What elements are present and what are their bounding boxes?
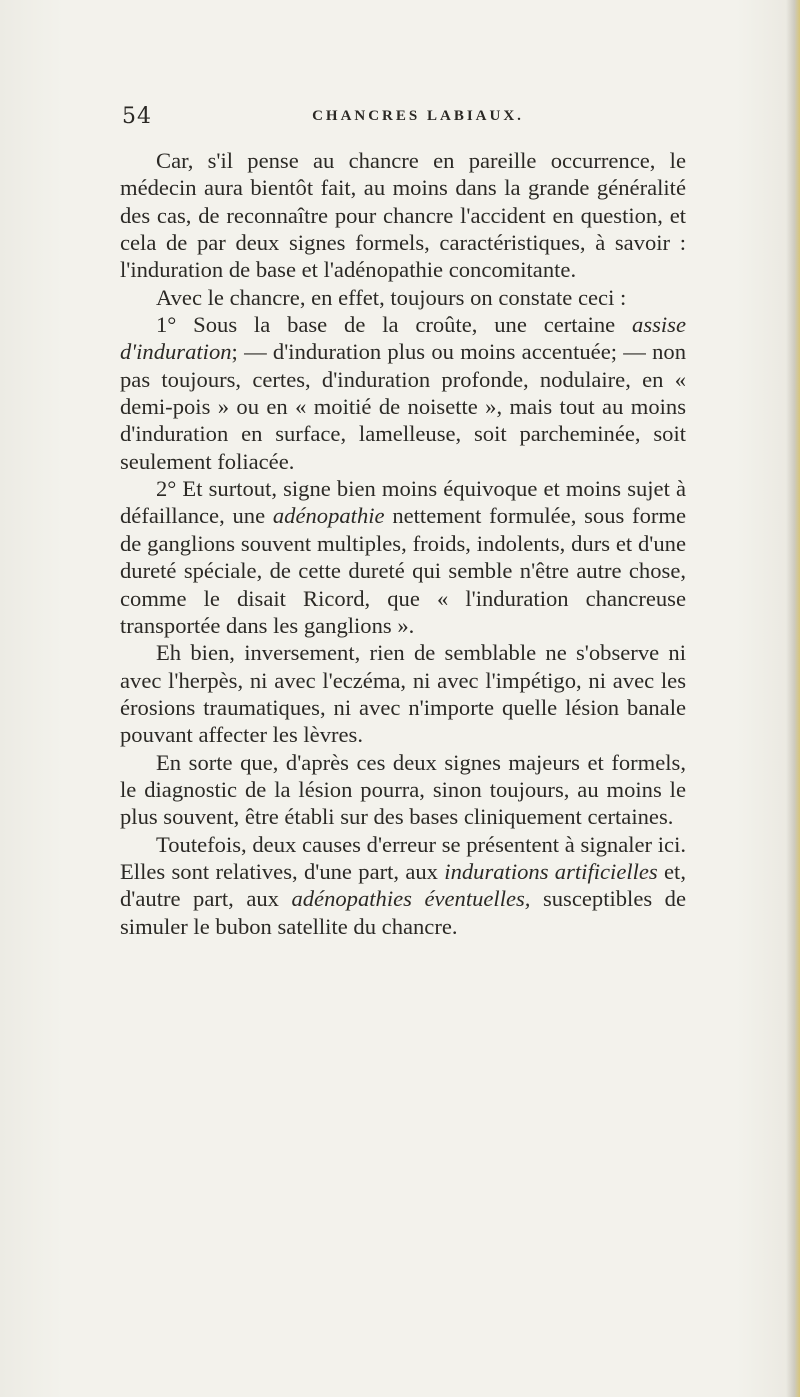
- italic-term: assise d'induration: [120, 312, 686, 365]
- body-text: [120, 147, 686, 940]
- italic-term: adénopathie: [272, 503, 385, 529]
- page-edge: [786, 0, 800, 1397]
- paragraph-text: et, d'autre part, aux: [120, 858, 686, 912]
- paragraph-text: 2° Et surtout, signe bien moins équivoque et moins sujet à défaillance, une: [120, 476, 686, 529]
- page-header: [122, 104, 678, 134]
- paragraph-text: Toutefois, deux causes d'erreur se présentent à signaler ici. Elles sont relatives, d'une part, aux: [120, 831, 686, 884]
- paragraph-sign-two: [120, 475, 686, 639]
- paragraph-en-sorte: En sorte que, d'après ces deux signes majeurs et formels, le diagnostic de la lésion pourra, sinon toujours, au moins le plus souvent, être établi sur des bases cliniquement certaines.: [120, 749, 686, 830]
- paragraph-intro: Car, s'il pense au chancre en pareille occurrence, le médecin aura bientôt fait, au moins dans la grande généralité des cas, de reconnaître pour chancre l'accident en question, et cela de par deux signes formels, caractéristiques, à savoir : l'induration de base et l'adénopathie concomitante.: [120, 148, 686, 283]
- paragraph-text: nettement formulée, sous forme de ganglions souvent multiples, froids, indolents, durs et d'une dureté spéciale, de cette dureté qui semble n'être autre chose, comme le disait Ricord, que « l'induration chancreuse transportée dans les ganglions ».: [120, 503, 686, 638]
- paragraph-toutefois: [120, 831, 686, 940]
- italic-term: indurations artificielles: [444, 858, 658, 884]
- paragraph-text: ; — d'induration plus ou moins accentuée; — non pas toujours, certes, d'induration profonde, nodulaire, en « demi-pois » ou en « moitié de noisette », mais tout au moins d'induration en surface, lamelleuse, soit parcheminée, soit seulement foliacée.: [120, 339, 686, 474]
- paragraph-avec-le-chancre: Avec le chancre, en effet, toujours on constate ceci :: [156, 284, 627, 310]
- paragraph-text: susceptibles de simuler le bubon satellite du chancre.: [120, 886, 686, 939]
- italic-term: adénopathies éventuelles,: [291, 886, 531, 912]
- paragraph-sign-one: [120, 311, 686, 475]
- paragraph-text: 1° Sous la base de la croûte, une certaine: [156, 312, 633, 338]
- paragraph-inversement: Eh bien, inversement, rien de semblable ne s'observe ni avec l'herpès, ni avec l'eczéma, ni avec l'impétigo, ni avec les érosions traumatiques, ni avec n'importe quelle lésion banale pouvant affecter les lèvres.: [120, 640, 686, 748]
- running-title: CHANCRES LABIAUX.: [312, 108, 524, 124]
- page-number: 54: [122, 104, 152, 129]
